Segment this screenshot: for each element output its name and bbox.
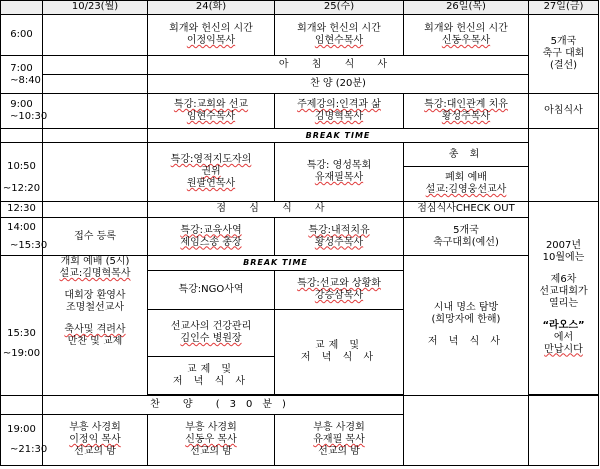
row-0700a: [1, 56, 599, 75]
thu-session-speaker: 신동우목사: [441, 34, 491, 46]
notice-l6: 에서: [553, 331, 574, 343]
wed-lecture-speaker: 김명혁목사: [314, 111, 364, 123]
wed-revival-title: 부흥 사경회: [313, 421, 365, 433]
cell-fri-evening: [529, 395, 599, 465]
cell-tue-0600: [148, 14, 275, 56]
notice-l2: 10월에는: [542, 251, 585, 263]
cell-thu-0900: [404, 93, 529, 129]
thu-session-title: 회개와 헌신의 시간: [424, 22, 508, 34]
cell-fri-empty: [529, 129, 599, 201]
cell-tue-health: [148, 310, 275, 357]
cell-mon-0900: [43, 93, 148, 129]
fri-soccer-l3: (결선): [549, 59, 578, 71]
cell-mon-1230: [43, 201, 148, 218]
time-label: ~15:30: [10, 239, 48, 251]
time-0900: [1, 93, 48, 129]
tue-fellowship: 교제 및: [186, 363, 236, 375]
time-1900: [1, 414, 48, 465]
tue-mission-night: 선교의 밤: [190, 445, 232, 457]
thu-city-tour: 시내 명소 탐방: [433, 302, 499, 314]
cell-thu-closing: [404, 167, 529, 201]
cell-tue-ngo: 특강:NGO사역: [148, 270, 275, 310]
time-label: 9:00: [10, 99, 33, 111]
header-thu: 26일(목): [404, 1, 529, 15]
cell-mon-1050: [43, 143, 148, 202]
thu-dinner: 저 녁 식 사: [427, 336, 505, 348]
row-0600: [1, 14, 599, 56]
tue-health-speaker: 김인수 병원장: [180, 333, 242, 345]
cell-wed-revival: [275, 414, 404, 465]
row-1400: [1, 218, 599, 256]
time-label: 6:00: [10, 28, 33, 40]
thu-1400-l2: 축구대회(예선): [433, 236, 499, 248]
wed-session-title: 회개와 헌신의 시간: [297, 22, 381, 34]
mon-welcome: 대회장 환영사: [64, 289, 126, 301]
tue-session-title: 회개와 헌신의 시간: [169, 22, 253, 34]
cell-wed-dinner: [275, 310, 404, 395]
cell-tue-0900: [148, 93, 275, 129]
mon-mission-night: 선교의 밤: [74, 445, 116, 457]
cell-thu-1400: [404, 218, 529, 256]
cell-mon-1530: [43, 255, 148, 395]
tue-lecture-title: 특강:교회와 선교: [173, 99, 249, 111]
time-label: ~10:30: [10, 111, 48, 123]
tue-1400-speaker: 제임스송 총장: [180, 236, 242, 248]
header-mon: 10/23(월): [43, 1, 148, 15]
cell-mon-0700: [43, 56, 148, 75]
notice-l4: 선교대회가: [539, 285, 588, 297]
time-label: ~21:30: [10, 443, 48, 455]
tue-revival-title: 부흥 사경회: [185, 421, 237, 433]
wed-1400-speaker: 황성주목사: [314, 236, 364, 248]
wed-mission-night: 선교의 밤: [318, 445, 360, 457]
mon-welcome-speaker: 조명철선교사: [66, 301, 124, 313]
cell-thu-1530: [404, 255, 529, 395]
time-1400: [1, 218, 48, 256]
mon-dinner: 만찬 및 교제: [67, 335, 123, 347]
header-tue: 24(화): [148, 1, 275, 15]
row-1050a: [1, 143, 599, 167]
notice-l1: 2007년: [545, 239, 582, 251]
thu-city-tour-note: (희망자에 한해): [431, 314, 501, 326]
wed-dinner: 저 녁 식 사: [300, 352, 378, 364]
time-label: ~8:40: [10, 74, 41, 86]
mon-opening-sermon: 설교:김명혁목사: [59, 267, 131, 279]
cell-fri-soccer-final: [529, 14, 599, 93]
mon-opening-worship: 개회 예배 (5시): [60, 255, 130, 267]
time-label: ~19:00: [2, 348, 41, 360]
mon-revival-title: 부흥 사경회: [69, 421, 121, 433]
tue-lecture-speaker: 임현수목사: [186, 111, 236, 123]
time-break-1: [1, 129, 43, 143]
tue-1050-speaker: 원팔연목사: [186, 177, 236, 189]
cell-thu-0600: [404, 14, 529, 56]
time-label: 10:50: [7, 160, 36, 172]
thu-closing-worship: 폐회 예배: [445, 171, 487, 183]
praise-30-cell: 찬 양 (30분): [43, 395, 404, 414]
cell-thu-assembly: 총 회: [404, 143, 529, 167]
mon-revival-speaker: 이정익 목사: [69, 433, 121, 445]
cell-tue-dinner: [148, 357, 275, 395]
header-time: [1, 1, 43, 15]
header-wed: 25(수): [275, 1, 404, 15]
header-row: [1, 1, 599, 15]
cell-tue-revival: [148, 414, 275, 465]
notice-l7: 만납시다: [544, 343, 583, 355]
time-label: 14:00: [7, 221, 36, 233]
cell-tue-1400: [148, 218, 275, 256]
tue-revival-speaker: 신동우 목사: [185, 433, 237, 445]
tue-1050-title: 특강:영적지도자의: [170, 153, 252, 165]
fri-soccer-l1: 5개국: [550, 35, 577, 47]
time-label: 7:00: [10, 62, 33, 74]
mon-congrats: 축사및 격려사: [64, 323, 126, 335]
cell-fri-notice: [529, 201, 599, 394]
cell-thu-checkout: 점심식사CHECK OUT: [404, 201, 529, 218]
thu-1400-l1: 5개국: [453, 224, 479, 236]
notice-laos: “라오스”: [542, 319, 585, 331]
cell-mon-0600: [43, 14, 148, 56]
tue-health-title: 선교사의 건강관리: [170, 321, 252, 333]
praise-20-cell: 찬 양 (20분): [148, 75, 529, 94]
row-0700b: [1, 75, 599, 94]
time-1230: 12:30: [1, 201, 43, 218]
row-1530-break: [1, 255, 599, 270]
tue-session-speaker: 이정익목사: [186, 34, 236, 46]
wed-session-speaker: 임현수목사: [314, 34, 364, 46]
time-1530: [1, 255, 43, 395]
row-0900: [1, 93, 599, 129]
tue-dinner: 저 녁 식 사: [172, 375, 250, 387]
wed-1050-title: 특강: 영성목회: [306, 159, 372, 171]
header-fri: 27일(금): [529, 1, 599, 15]
notice-l3: 제6차: [550, 273, 577, 285]
thu-lecture-title: 특강:대인관계 치유: [424, 99, 508, 111]
cell-mon-break: [43, 129, 148, 143]
cell-wed-0900: [275, 93, 404, 129]
cell-wed-1400: [275, 218, 404, 256]
wed-fellowship: 교제 및: [314, 340, 364, 352]
wed-1530-speaker: 강승삼목사: [314, 289, 364, 301]
breakfast-cell: 아 침 식 사: [148, 56, 529, 75]
lunch-cell: 점 심 식 사: [148, 201, 404, 218]
wed-1050-speaker: 유재필목사: [314, 171, 364, 183]
time-praise-30: [1, 395, 43, 414]
cell-wed-1050: [275, 143, 404, 202]
fri-soccer-l2: 축구 대회: [542, 47, 585, 59]
time-0700: [1, 56, 43, 94]
thu-closing-sermon: 설교:김영웅선교사: [425, 183, 507, 195]
row-praise-30: [1, 395, 599, 414]
cell-wed-context: [275, 270, 404, 310]
time-label: ~12:20: [2, 182, 41, 194]
break-time-cell-2: BREAK TIME: [148, 255, 404, 270]
wed-lecture-title: 주제강의:인격과 삶: [297, 99, 381, 111]
cell-thu-evening: [404, 395, 529, 465]
tue-1400-title: 특강:교육사역: [180, 224, 242, 236]
wed-revival-speaker: 유재필 목사: [313, 433, 365, 445]
cell-mon-0740: [43, 75, 148, 94]
cell-mon-registration: 접수 등록: [43, 218, 148, 256]
cell-mon-revival: [43, 414, 148, 465]
wed-1400-title: 특강:내적치유: [308, 224, 370, 236]
thu-lecture-speaker: 황성주목사: [441, 111, 491, 123]
wed-1530-title: 특강:선교와 상황화: [297, 277, 381, 289]
notice-l5: 열리는: [549, 297, 578, 309]
row-1230: [1, 201, 599, 218]
cell-wed-0600: [275, 14, 404, 56]
time-label: 15:30: [7, 328, 36, 340]
time-0600: [1, 14, 43, 56]
break-time-cell: BREAK TIME: [148, 129, 529, 143]
cell-tue-1050: [148, 143, 275, 202]
cell-fri-breakfast: 아침식사: [529, 93, 599, 129]
row-break-1: [1, 129, 599, 143]
time-1050: [1, 143, 43, 202]
time-label: 19:00: [7, 423, 36, 435]
tue-1050-title-2: 권위: [201, 165, 221, 177]
